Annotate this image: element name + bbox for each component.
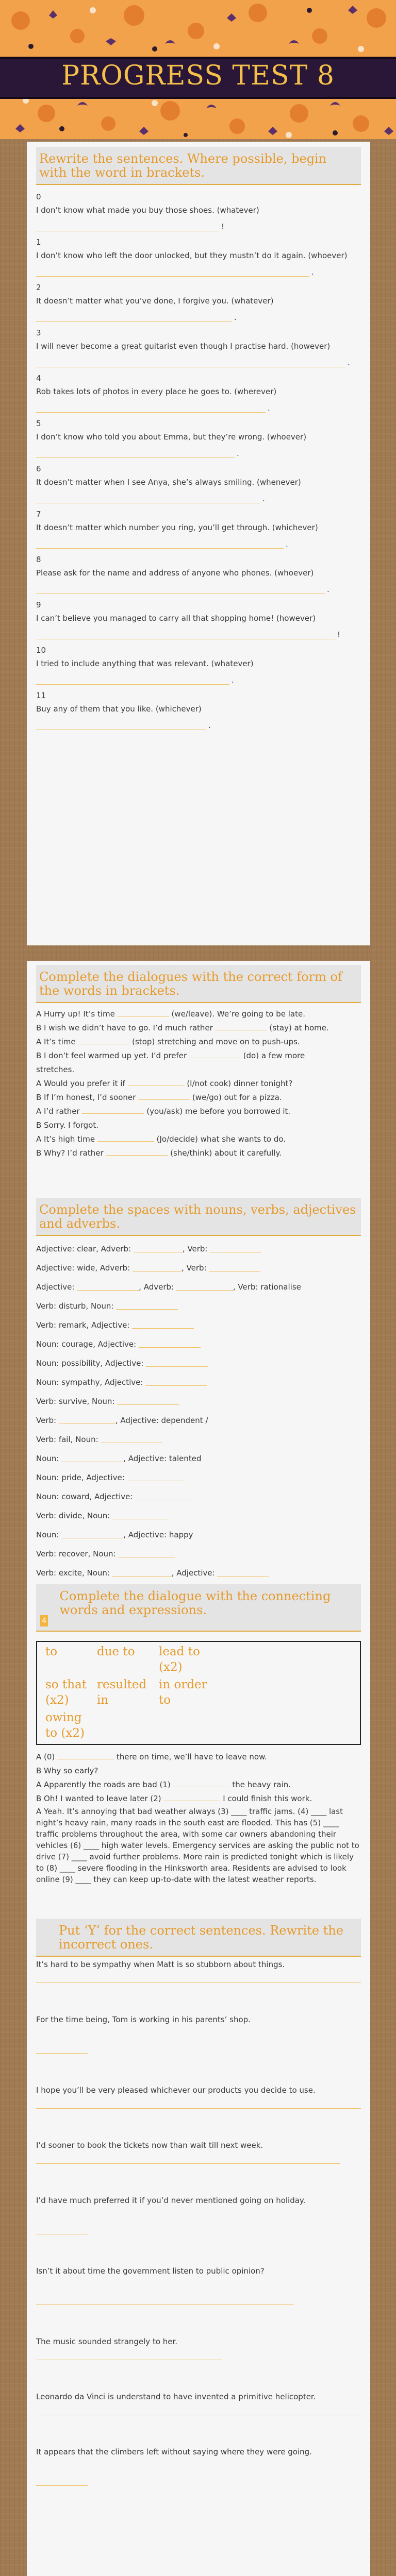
word-form-row: Adjective: clear, Adverb: , Verb: <box>36 1239 361 1258</box>
sentence-item: It’s hard to be sympathy when Matt is so stubborn about things. <box>36 1960 285 1969</box>
answer-line[interactable] <box>36 629 335 639</box>
sentence-item: Isn’t it about time the government listen to public opinion? <box>36 2266 265 2276</box>
question-text: I will never become a great guitarist even though I practise hard. (however) <box>36 342 331 351</box>
answer-line[interactable] <box>36 674 229 685</box>
answer-line[interactable] <box>36 266 309 277</box>
blank[interactable] <box>139 1340 201 1348</box>
blank[interactable] <box>78 1036 129 1044</box>
section-word-forms-card <box>27 1193 370 1584</box>
answer-line[interactable] <box>36 2292 294 2305</box>
section-rewrite-card <box>27 142 370 945</box>
word-bank-item: due to <box>97 1645 135 1658</box>
dialogue-line: stretches. <box>36 1065 75 1074</box>
word-form-row: Verb: fail, Noun: <box>36 1430 361 1449</box>
dialogue-line: A It’s time (stop) stretching and move on to push-ups. <box>36 1035 361 1049</box>
blank[interactable] <box>61 1531 123 1538</box>
question-number: 8 <box>36 555 41 564</box>
sentence-item: It appears that the climbers left without saying where they were going. <box>36 2447 312 2456</box>
question-number: 7 <box>36 510 41 519</box>
answer-punct: . <box>327 585 329 594</box>
section-heading: Complete the spaces with nouns, verbs, adjectives and adverbs. <box>36 1198 361 1236</box>
blank[interactable] <box>117 1397 179 1405</box>
question-text: I can’t believe you managed to carry all that shopping home! (however) <box>36 614 316 623</box>
sentence-item: Leonardo da Vinci is understand to have invented a primitive helicopter. <box>36 2392 316 2401</box>
question-number: 0 <box>36 192 41 201</box>
dialogue-line: B Oh! I wanted to leave later (2) I could finish this work. <box>36 1792 361 1806</box>
blank[interactable] <box>216 1022 267 1030</box>
dialogue-line: B Why so early? <box>36 1766 98 1775</box>
blank[interactable] <box>77 1283 139 1291</box>
section-heading: Put ‘Y’ for the correct sentences. Rewrite the incorrect ones. <box>36 1919 361 1957</box>
section-heading: Complete the dialogues with the correct form of the words in brackets. <box>36 965 361 1003</box>
question-number: 2 <box>36 283 41 292</box>
section-correct-incorrect-card <box>27 1911 370 2576</box>
dialogue-line: B Sorry. I forgot. <box>36 1121 99 1130</box>
question-text: It doesn’t matter which number you ring, you’ll get through. (whichever) <box>36 523 318 532</box>
dialogue-paragraph: A Yeah. It’s annoying that bad weather always (3) ____ traffic jams. (4) ____ last night’s heavy rain, many roads in the south east are flooded. This has (5) ____ traffic problems throughout the area, with some car owners abandoning their vehicles (6) ____ high water levels. Emergency services are asking the public not to drive (7) ____ avoid further problems. More rain is predicted tonight which is likely to (8) ____ severe flooding in the Hinksworth area. Residents are advised to look online (9) ____ they can keep up-to-date with the latest weather reports. <box>36 1807 359 1884</box>
blank[interactable] <box>101 1435 162 1443</box>
question-text: It doesn’t matter when I see Anya, she’s always smiling. (whenever) <box>36 478 301 487</box>
answer-punct: . <box>262 494 265 503</box>
blank[interactable] <box>146 1359 208 1367</box>
blank[interactable] <box>116 1302 178 1310</box>
sentence-item: I’d have much preferred it if you’d never mentioned going on holiday. <box>36 2196 306 2205</box>
dialogue-line: A Hurry up! It’s time (we/leave). We’re going to be late. <box>36 1007 361 1021</box>
blank[interactable] <box>138 1091 190 1100</box>
word-form-row: Noun: , Adjective: happy <box>36 1530 193 1539</box>
word-form-row: Adjective: , Adverb: , Verb: rationalise <box>36 1282 301 1292</box>
question-number: 1 <box>36 238 41 247</box>
blank[interactable] <box>134 1245 183 1252</box>
word-bank-item: lead to (x2) <box>159 1645 200 1674</box>
word-form-row: Verb: recover, Noun: <box>36 1544 361 1563</box>
answer-line[interactable] <box>36 447 235 458</box>
answer-punct: . <box>311 267 314 277</box>
word-form-row: Noun: coward, Adjective: <box>36 1487 361 1506</box>
answer-line[interactable] <box>36 2222 88 2234</box>
dialogue-line: A Apparently the roads are bad (1) the heavy rain. <box>36 1778 361 1792</box>
word-form-row: Verb: survive, Noun: <box>36 1392 361 1411</box>
word-form-row: Noun: pride, Adjective: <box>36 1468 361 1487</box>
word-form-row: Noun: possibility, Adjective: <box>36 1353 361 1372</box>
blank[interactable] <box>145 1378 207 1386</box>
blank[interactable] <box>173 1778 230 1787</box>
page-title: PROGRESS TEST 8 <box>61 60 335 91</box>
dialogue-line: B If I’m honest, I’d sooner (we/go) out for a pizza. <box>36 1091 361 1105</box>
blank[interactable] <box>189 1049 241 1058</box>
word-form-row: Noun: courage, Adjective: <box>36 1334 361 1353</box>
question-text: Please ask for the name and address of anyone who phones. (whoever) <box>36 568 314 578</box>
question-text: I don’t know who left the door unlocked, but they mustn’t do it again. (whoever) <box>36 251 348 260</box>
word-form-row: Verb: , Adjective: dependent / <box>36 1415 208 1425</box>
answer-line[interactable] <box>36 583 325 594</box>
word-form-row: Noun: sympathy, Adjective: <box>36 1372 361 1392</box>
word-bank-item: resulted in <box>97 1678 147 1707</box>
blank[interactable] <box>59 1416 116 1424</box>
blank[interactable] <box>97 1133 154 1142</box>
answer-line[interactable] <box>36 493 260 503</box>
answer-line[interactable] <box>36 221 219 231</box>
blank[interactable] <box>118 1008 169 1016</box>
question-number: 5 <box>36 419 41 428</box>
dialogue-line: A I’d rather (you/ask) me before you borrowed it. <box>36 1105 361 1118</box>
word-form-row: Verb: divide, Noun: <box>36 1506 361 1525</box>
sentence-item: I’d sooner to book the tickets now than wait till next week. <box>36 2141 263 2150</box>
blank[interactable] <box>127 1473 184 1481</box>
answer-line[interactable] <box>36 402 266 413</box>
question-number: 4 <box>36 374 41 383</box>
dialogue-line: A Would you prefer it if (I/not cook) dinner tonight? <box>36 1077 361 1091</box>
blank[interactable] <box>176 1283 233 1291</box>
section-heading: Complete the dialogue with the connecting words and expressions. <box>59 1589 331 1617</box>
answer-punct: . <box>348 358 350 367</box>
blank[interactable] <box>210 1245 261 1252</box>
question-number: 11 <box>36 691 46 700</box>
question-text: I don’t know who told you about Emma, but they’re wrong. (whoever) <box>36 432 307 442</box>
word-form-row: Verb: remark, Adjective: <box>36 1315 361 1334</box>
word-bank-item: in order to <box>159 1678 207 1707</box>
dialogue-line: B I wish we didn’t have to go. I’d much rather (stay) at home. <box>36 1021 361 1035</box>
section-heading-box <box>36 1584 361 1632</box>
answer-line[interactable] <box>36 2402 361 2415</box>
word-bank-item: so that (x2) <box>45 1678 87 1707</box>
dialogue-line: A It’s high time (Jo/decide) what she wants to do. <box>36 1132 361 1146</box>
question-text: Rob takes lots of photos in every place he goes to. (wherever) <box>36 387 277 396</box>
blank[interactable] <box>217 1569 269 1577</box>
word-form-row: Noun: , Adjective: talented <box>36 1453 202 1463</box>
answer-line[interactable] <box>36 1970 361 1983</box>
answer-line[interactable] <box>36 538 284 549</box>
answer-punct: . <box>268 403 270 413</box>
question-text: Buy any of them that you like. (whichever) <box>36 704 202 714</box>
answer-punct: ! <box>221 222 225 231</box>
dialogue-line: A (0) there on time, we’ll have to leave now. <box>36 1750 361 1764</box>
blank[interactable] <box>57 1751 114 1759</box>
blank[interactable] <box>163 1792 220 1801</box>
section-dialogues-card <box>27 961 370 1193</box>
blank[interactable] <box>82 1105 144 1114</box>
sentence-item: The music sounded strangely to her. <box>36 2337 178 2346</box>
answer-punct: . <box>208 721 211 730</box>
answer-line[interactable] <box>36 2096 361 2109</box>
blank[interactable] <box>112 1512 169 1519</box>
question-number: 3 <box>36 328 41 337</box>
blank[interactable] <box>209 1264 260 1272</box>
answer-punct: . <box>237 449 239 458</box>
sentence-item: I hope you’ll be very pleased whichever our products you decide to use. <box>36 2086 316 2095</box>
answer-line[interactable] <box>36 2473 88 2486</box>
answer-line[interactable] <box>36 719 206 730</box>
word-form-row: Verb: excite, Noun: , Adjective: <box>36 1563 361 1582</box>
word-form-row: Verb: disturb, Noun: <box>36 1296 361 1315</box>
blank[interactable] <box>133 1264 182 1272</box>
answer-line[interactable] <box>36 357 345 367</box>
word-bank <box>36 1641 361 1745</box>
answer-punct: . <box>232 675 234 685</box>
blank[interactable] <box>112 1569 172 1577</box>
blank[interactable] <box>106 1147 168 1156</box>
section-connectors-card <box>27 1579 370 1947</box>
answer-punct: . <box>234 313 237 322</box>
question-number: 6 <box>36 464 41 473</box>
section-number-badge: 4 <box>40 1615 48 1626</box>
question-number: 9 <box>36 600 41 609</box>
word-bank-item: to <box>45 1645 58 1658</box>
question-text: It doesn’t matter what you’ve done, I forgive you. (whatever) <box>36 296 274 306</box>
word-bank-item: owing to (x2) <box>45 1711 85 1740</box>
answer-line[interactable] <box>36 2151 340 2164</box>
answer-punct: . <box>286 539 288 549</box>
blank[interactable] <box>61 1454 123 1462</box>
answer-line[interactable] <box>36 2041 88 2054</box>
answer-line[interactable] <box>36 2347 222 2360</box>
dialogue-line: B I don’t feel warmed up yet. I’d prefer (do) a few more <box>36 1049 361 1063</box>
question-number: 10 <box>36 646 46 655</box>
blank[interactable] <box>118 1550 175 1557</box>
blank[interactable] <box>132 1321 194 1329</box>
word-form-row: Adjective: wide, Adverb: , Verb: <box>36 1258 361 1277</box>
question-text: I don’t know what made you buy those shoes. (whatever) <box>36 206 259 215</box>
section-heading: Rewrite the sentences. Where possible, begin with the word in brackets. <box>36 147 361 185</box>
blank[interactable] <box>135 1493 197 1500</box>
answer-punct: ! <box>337 630 341 639</box>
question-text: I tried to include anything that was relevant. (whatever) <box>36 659 254 668</box>
answer-line[interactable] <box>36 311 232 322</box>
blank[interactable] <box>128 1077 185 1086</box>
dialogue-line: B Why? I’d rather (she/think) about it carefully. <box>36 1146 361 1160</box>
sentence-item: For the time being, Tom is working in his parents’ shop. <box>36 2015 251 2024</box>
